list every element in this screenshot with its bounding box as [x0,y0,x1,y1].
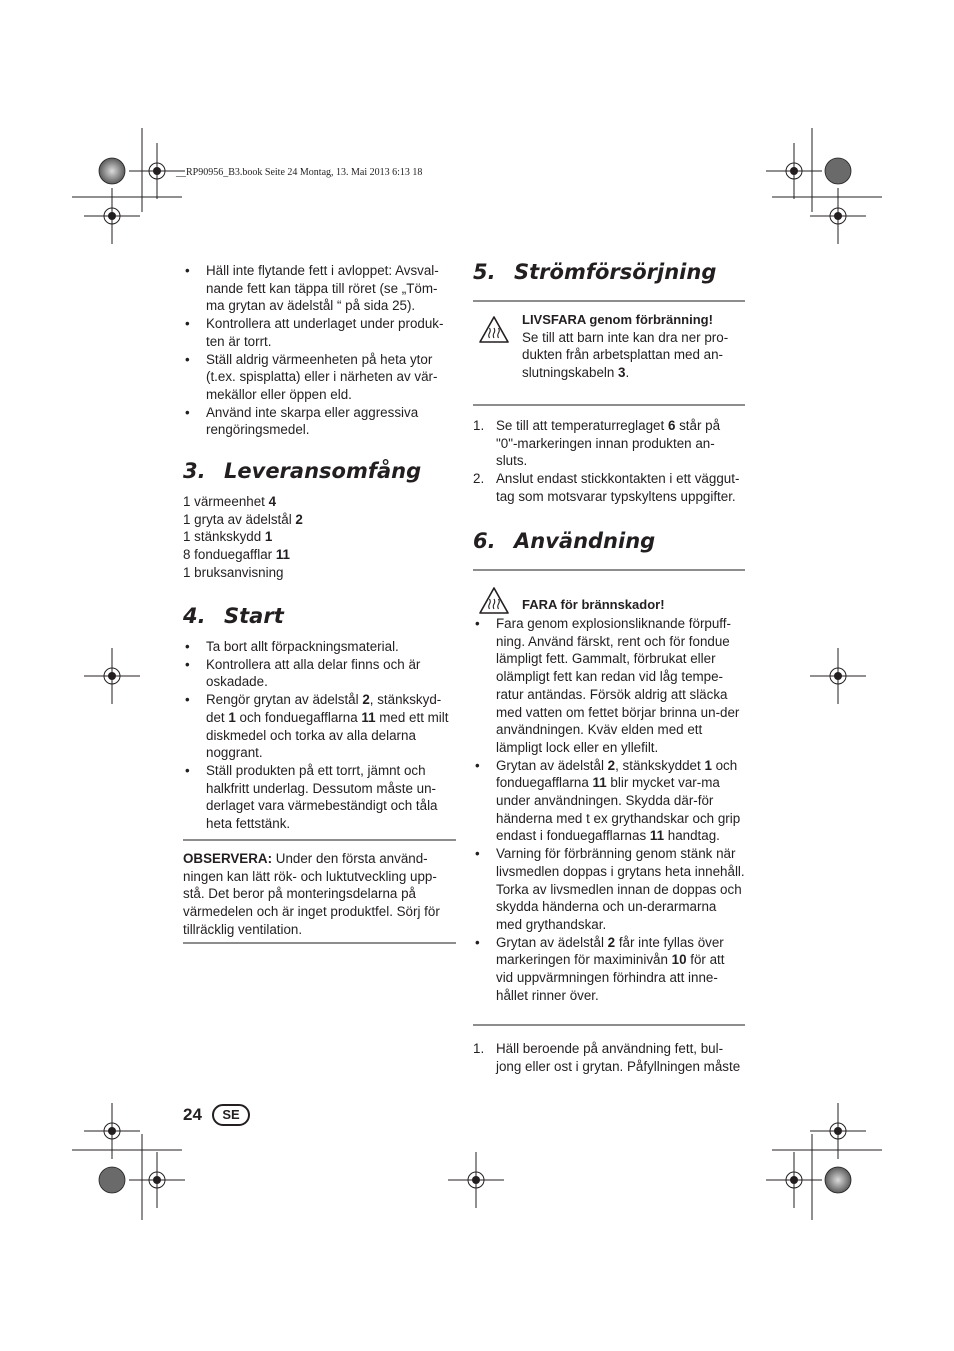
divider [473,569,745,571]
section-number: 6. [473,529,496,553]
list-item: • Ställ aldrig värmeenheten på heta ytor (t.ex. spisplatta) eller i närheten av vär-mekällor eller öppen eld. [183,351,456,404]
registration-mark-icon [810,188,866,244]
section-number: 5. [473,260,496,284]
section-heading-anvandning [473,528,655,554]
delivery-contents-list [183,493,456,582]
section-heading-start [183,603,284,629]
warning-hot-surface-icon [478,586,510,616]
warning-text: Se till att barn inte kan dra ner pro-dukten från arbetsplattan med an-slutningskabeln 3. [522,329,729,381]
list-item: 1 värmeenhet 4 [183,494,277,509]
list-item: • Fara genom explosionsliknande förpuff-ning. Använd färskt, rent och för fondue lämpligt fett. Gammalt, förbrukat eller olämpligt fett kan redan vid låg tempe-ratur antändas. Försök aldrig att släcka med vatten om fettet börjar brinna un-der användningen. Kväv elden med ett lämpligt lock eller en yllefilt. [473,615,745,757]
divider [473,404,745,406]
usage-steps-list [473,1040,745,1075]
warning-hot-surface-icon [478,315,510,345]
registration-mark-icon [810,1103,866,1159]
list-item: • Grytan av ädelstål 2, stänkskyddet 1 och fonduegafflarna 11 blir mycket var-ma under användningen. Skydda där-för händerna med t ex grythandskar och grip endast i fonduegafflarnas 11 handtag. [473,757,745,846]
list-item: • Använd inte skarpa eller aggressiva rengöringsmedel. [183,404,456,439]
note-text: Under den första använd-ningen kan lätt rök- och luktutveckling upp-stå. Det beror på monteringsdelarna på värmedelen och är inget produktfel. Sörj för tillräcklig ventilation. [183,851,440,937]
list-item: • Ställ produkten på ett torrt, jämnt och halkfritt underlag. Dessutom måste un-derlaget vara värmebeständigt och tåla heta fettstänk. [183,762,456,833]
list-item: 1 stänkskydd 1 [183,529,273,545]
registration-mark-icon [766,143,822,199]
section-number: 3. [183,459,206,483]
section-heading-stromforsorjning [473,259,716,285]
color-wheel-icon [825,158,851,184]
warning-title: FARA för brännskador! [522,597,665,612]
warning-title: LIVSFARA genom förbränning! [522,312,713,327]
list-item: 8 fonduegafflar 11 [183,547,290,563]
list-item: 1 gryta av ädelstål 2 [183,511,303,527]
section-title: Start [224,604,284,628]
page-number: 24 [183,1105,202,1124]
list-item: • Kontrollera att underlaget under produk-ten är torrt. [183,315,456,350]
intro-bullet-list [183,262,456,439]
section-number: 4. [183,604,206,628]
registration-mark-icon [84,648,140,704]
divider [473,1024,745,1026]
registration-mark-icon [84,188,140,244]
section-title: Användning [514,529,656,553]
section-title: Leveransomfång [224,459,422,483]
start-bullet-list [183,638,456,833]
power-steps-list [473,417,745,506]
registration-mark-icon [810,648,866,704]
registration-mark-icon [766,1152,822,1208]
list-item: • Grytan av ädelstål 2 får inte fyllas över markeringen för maximinivån 10 för att vid uppvärmningen förhindra att inne-hållet rinner över. [473,934,745,1005]
observera-note [183,850,456,939]
registration-mark-icon [84,1103,140,1159]
list-item: • Varning för förbränning genom stänk när livsmedlen doppas i grytans heta innehåll. Torka av livsmedlen innan de doppas och skydda händerna och un-derarmarna med grythandskar. [473,845,745,934]
warning-box-livsfara [522,311,745,382]
registration-mark-icon [129,1152,185,1208]
list-item: • Kontrollera att alla delar finns och är oskadade. [183,656,456,691]
divider [473,300,745,302]
list-item: • Ta bort allt förpackningsmaterial. [183,638,456,656]
print-job-header: __RP90956_B3.book Seite 24 Montag, 13. Mai 2013 6:13 18 [176,167,423,178]
registration-mark-icon [448,1152,504,1208]
color-wheel-icon [99,1167,125,1193]
usage-bullet-list [473,615,745,1004]
divider [183,942,456,944]
color-wheel-icon [825,1167,851,1193]
section-heading-leveransomfang [183,458,421,484]
note-label: OBSERVERA: [183,851,273,866]
divider [183,839,456,841]
list-item: 1 bruksanvisning [183,564,284,580]
list-item: 2. Anslut endast stickkontakten i ett väggut-tag som motsvarar typskyltens uppgifter. [473,471,740,504]
language-badge: SE [212,1104,250,1126]
list-item: • Häll inte flytande fett i avloppet: Avsval-nande fett kan täppa till röret (se „Töm-ma grytan av ädelstål “ på sida 25). [183,262,456,315]
list-item: • Rengör grytan av ädelstål 2, stänkskyd-det 1 och fonduegafflarna 11 med ett milt diskmedel och torka av alla delarna noggrant. [183,691,456,762]
list-item: 1. Häll beroende på användning fett, bul-jong eller ost i grytan. Påfyllningen måste [473,1041,741,1074]
color-wheel-icon [99,158,125,184]
list-item: 1. Se till att temperaturreglaget 6 står på "0"-markeringen innan produkten an-sluts. [473,418,721,469]
section-title: Strömförsörjning [514,260,717,284]
